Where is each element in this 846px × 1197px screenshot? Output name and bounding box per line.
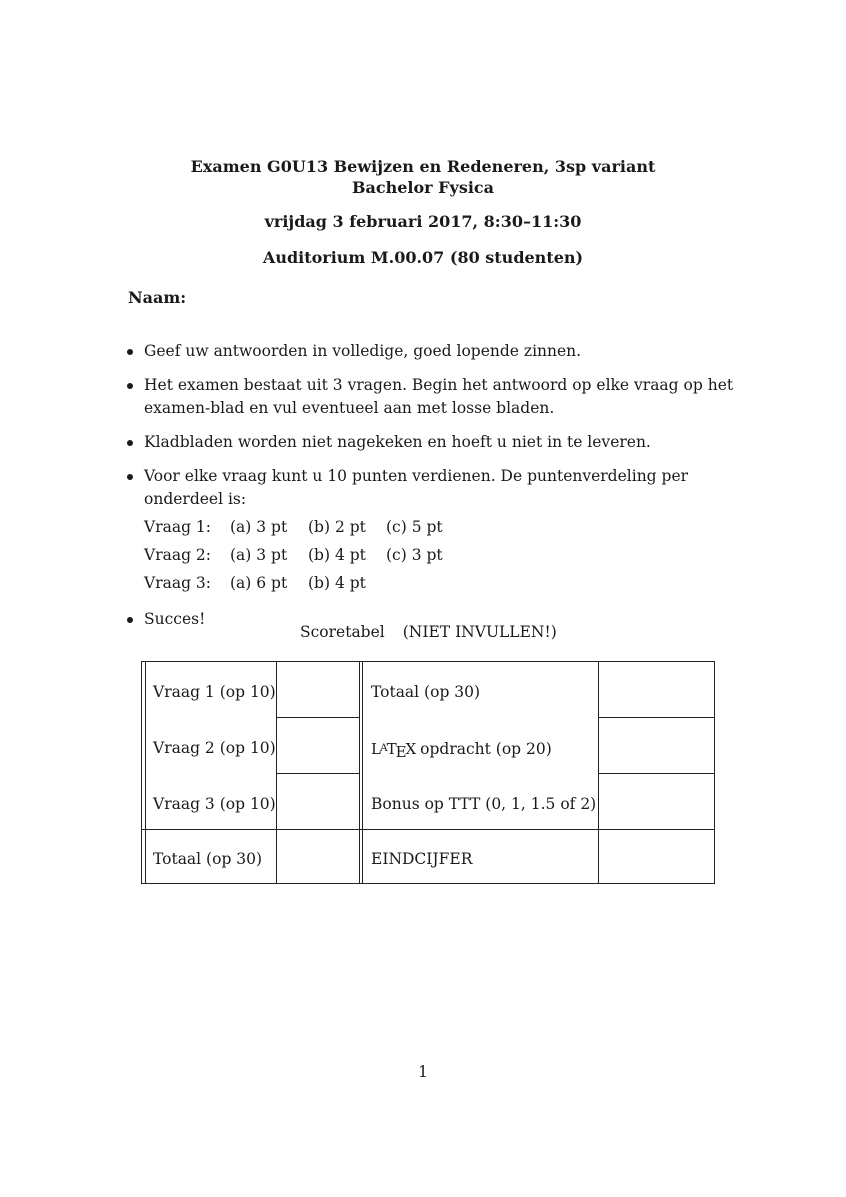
points-row [144,513,764,541]
scoretabel-title: Scoretabel [300,623,385,641]
points-part: (a) 3 pt [230,546,288,564]
instruction-text: Geef uw antwoorden in volledige, goed lopende zinnen. [144,342,582,360]
points-question: Vraag 3: [144,574,212,592]
exam-title: Examen G0U13 Bewijzen en Redeneren, 3sp variant [190,157,656,176]
page-number: 1 [418,1063,428,1081]
scoretabel-caption [300,623,557,641]
exam-program: Bachelor Fysica [351,178,495,197]
instruction-item [124,465,764,597]
points-question: Vraag 1: [144,518,212,536]
instructions-list [124,340,764,642]
latex-logo: $L^ATEX$ [371,740,416,762]
instruction-item [124,340,764,363]
points-part: (c) 5 pt [386,518,443,536]
instruction-text: Voor elke vraag kunt u 10 punten verdienen. De puntenverdeling per onderdeel is: [144,467,689,508]
points-part: (c) 3 pt [386,546,443,564]
instruction-text: Succes! [144,610,206,628]
points-row [144,541,764,569]
score-table [141,661,715,884]
score-label-totaal: Totaal (op 30) [153,850,263,868]
score-label-vraag3: Vraag 3 (op 10) [153,795,276,813]
points-question: Vraag 2: [144,546,212,564]
exam-room: Auditorium M.00.07 (80 studenten) [262,248,584,267]
bullet-icon [127,349,133,355]
bullet-icon [127,440,133,446]
points-part: (b) 4 pt [308,574,366,592]
bullet-icon [127,474,133,480]
points-part: (b) 4 pt [308,546,366,564]
score-label-totaal-30: Totaal (op 30) [371,683,481,701]
score-label-eindcijfer: EINDCIJFER [371,850,473,868]
name-label: Naam: [128,288,187,307]
instruction-text: Kladbladen worden niet nagekeken en hoeft u niet in te leveren. [144,433,651,451]
exam-date: vrijdag 3 februari 2017, 8:30–11:30 [264,212,582,231]
score-label-vraag2: Vraag 2 (op 10) [153,739,276,757]
points-distribution [144,513,764,597]
instruction-text: Het examen bestaat uit 3 vragen. Begin het antwoord op elke vraag op het examen-blad en vul eventueel aan met losse bladen. [144,376,734,417]
bullet-icon [127,617,133,623]
score-label-bonus: Bonus op TTT (0, 1, 1.5 of 2) [371,795,597,813]
instruction-item [124,374,764,420]
bullet-icon [127,383,133,389]
points-part: (b) 2 pt [308,518,366,536]
scoretabel-note: (NIET INVULLEN!) [402,623,557,641]
instruction-item [124,431,764,454]
points-row [144,569,764,597]
points-part: (a) 6 pt [230,574,288,592]
points-part: (a) 3 pt [230,518,288,536]
score-label-vraag1: Vraag 1 (op 10) [153,683,276,701]
score-label-latex: $L^ATEX$ opdracht (op 20) [371,740,552,762]
